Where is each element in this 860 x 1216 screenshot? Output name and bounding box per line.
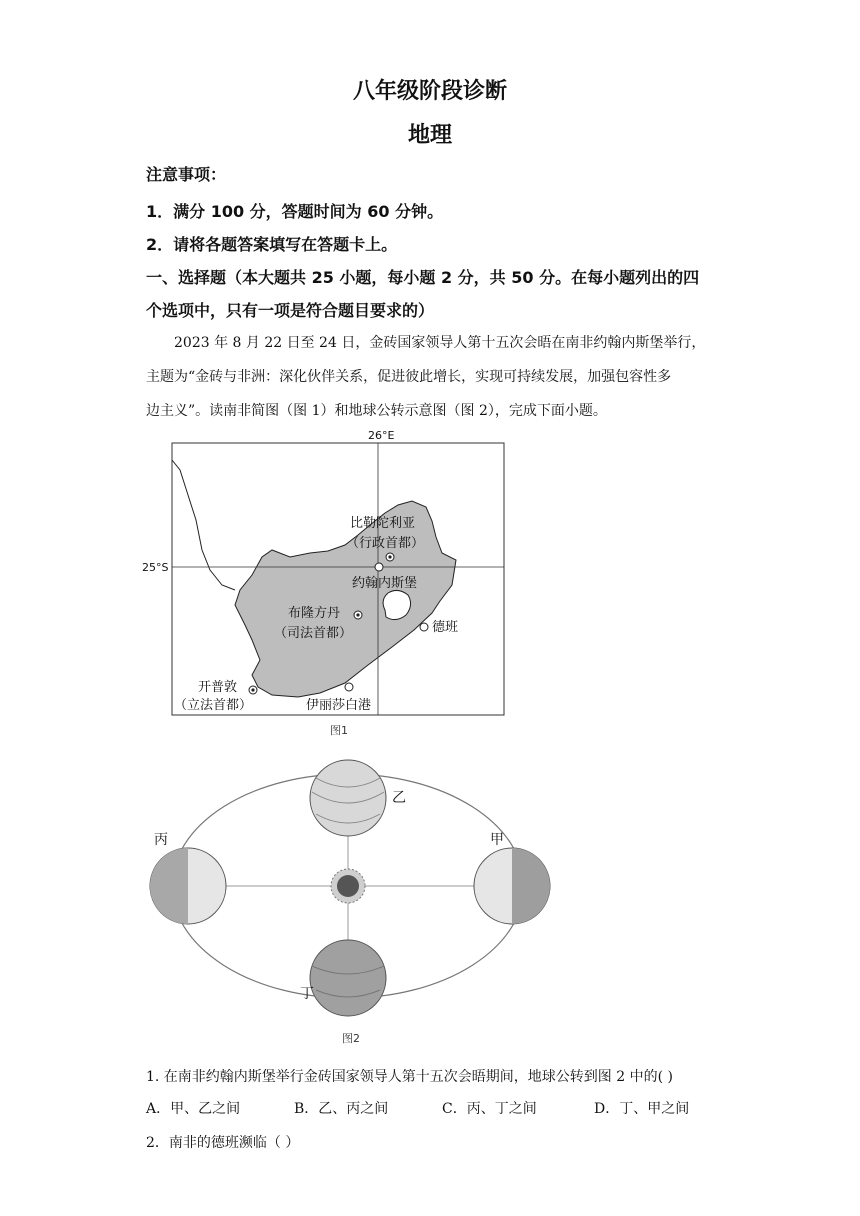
passage-line2: 主题为“金砖与非洲：深化伙伴关系，促进彼此增长，实现可持续发展，加强包容性多	[146, 369, 672, 385]
label-ding: 丁	[300, 986, 314, 1002]
q1-option-c: C．丙、丁之间	[442, 1101, 537, 1117]
johannesburg-label: 约翰内斯堡	[352, 576, 418, 591]
label-bing: 丙	[154, 832, 168, 848]
q1-option-b: B．乙、丙之间	[294, 1101, 389, 1117]
exam-title: 八年级阶段诊断	[352, 79, 507, 104]
figure2-caption: 图2	[342, 1032, 360, 1045]
latitude-label: 25°S	[142, 561, 169, 574]
south-africa-map	[140, 425, 520, 735]
question-2: 2．南非的德班濒临（ ）	[146, 1135, 300, 1151]
sun-icon	[331, 869, 365, 903]
south-africa-land	[235, 501, 459, 697]
bloemfontein-sublabel: （司法首都）	[274, 626, 353, 641]
earth-yi	[310, 760, 386, 836]
q1-option-d: D．丁、甲之间	[594, 1101, 690, 1117]
capetown-label: 开普敦	[198, 680, 238, 695]
pretoria-sublabel: （行政首都）	[346, 536, 425, 551]
question-1: 1. 在南非约翰内斯堡举行金砖国家领导人第十五次会晤期间，地球公转到图 2 中的( )	[146, 1069, 673, 1085]
earth-orbit-diagram	[140, 752, 570, 1022]
earth-ding	[310, 940, 386, 1016]
figure1-caption: 图1	[330, 724, 348, 737]
passage-line1: 2023 年 8 月 22 日至 24 日，金砖国家领导人第十五次会晤在南非约翰内斯堡举行，	[174, 335, 706, 351]
pretoria-label: 比勒陀利亚	[350, 516, 416, 531]
bloemfontein-label: 布隆方丹	[288, 606, 341, 621]
label-jia: 甲	[490, 832, 504, 848]
namibia-coast	[172, 460, 235, 590]
earth-jia	[474, 848, 550, 924]
notice-item-1: 1．满分 100 分，答题时间为 60 分钟。	[146, 202, 444, 221]
port-elizabeth-label: 伊丽莎白港	[306, 698, 372, 713]
label-yi: 乙	[392, 790, 406, 806]
longitude-label: 26°E	[368, 429, 395, 442]
notice-item-2: 2．请将各题答案填写在答题卡上。	[146, 235, 398, 254]
earth-bing	[150, 848, 226, 924]
q1-option-a: A．甲、乙之间	[146, 1101, 241, 1117]
subject-title: 地理	[407, 123, 452, 148]
passage-line3: 边主义”。读南非简图（图 1）和地球公转示意图（图 2），完成下面小题。	[146, 403, 607, 419]
capetown-sublabel: （立法首都）	[174, 698, 253, 713]
section-heading-line2: 个选项中，只有一项是符合题目要求的）	[146, 301, 435, 320]
section-heading-line1: 一、选择题（本大题共 25 小题，每小题 2 分，共 50 分。在每小题列出的四	[146, 268, 700, 287]
notice-heading: 注意事项：	[146, 165, 227, 184]
durban-label: 德班	[432, 620, 459, 635]
